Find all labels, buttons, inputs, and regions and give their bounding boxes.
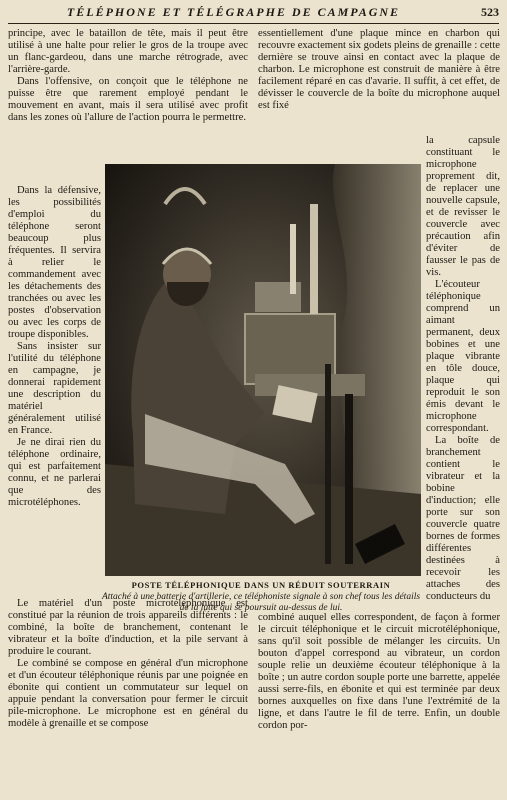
telephonist-photo [105, 164, 421, 576]
header-title: TÉLÉPHONE ET TÉLÉGRAPHE DE CAMPAGNE [66, 5, 401, 19]
right-narrow-column [426, 135, 500, 603]
paragraph: combiné auquel elles correspondent, de façon à former le circuit téléphonique et le circuit microtéléphonique, sans qu'il soit possible de mélanger les circuits. Un bouton d'appel correspond au vibrateur, un cordon souple relie un deuxième écouteur téléphonique à la boîte ; un autre cordon souple porte une barrette, appelée aussi serre-fils, en ébonite et qui est terminée par deux bornes auxquelles on fixe dans l'une l'extrémité de la ligne, et dans l'autre le fil de terre. Enfin, un double cordon por- [258, 612, 500, 731]
right-column-bottom [258, 612, 500, 732]
paragraph: la capsule constituant le microphone proprement dit, de replacer une nouvelle capsule, et de revisser le couvercle avec précaution afin d'éviter de fausser le pas de vis. [426, 135, 500, 278]
paragraph: La boîte de branchement contient le vibrateur et la bobine d'induction; elle porte sur son couvercle quatre bornes de formes différentes destinées à recevoir les attaches des conducteurs du [426, 435, 500, 602]
paragraph: L'écouteur téléphonique comprend un aimant permanent, deux bobines et une plaque vibrante en tôle douce, plaque qui reproduit le son émis devant le microphone correspondant. [426, 279, 500, 434]
paragraph: Le matériel d'un poste microtéléphonique est constitué par la réunion de trois appareils différents : le combiné, la boîte de branchement, contenant le vibrateur et la boîte d'induction, et la pile servant à produire le courant. [8, 598, 248, 657]
paragraph: Je ne dirai rien du téléphone ordinaire, qui est parfaitement connu, et ne parlerai que des microtéléphones. [8, 437, 101, 508]
page-number: 523 [481, 5, 499, 19]
left-column-top [8, 28, 248, 124]
paragraph: essentiellement d'une plaque mince en charbon qui recouvre exactement six godets pleins de grenaille : cette dernière se trouve ainsi en contact avec la plaque de charbon. Le microphone est construit de manière à être facilement réparé en cas d'avarie. Il suffit, à cet effet, de dévisser le couvercle de la boîte du microphone auquel est fixé [258, 28, 500, 111]
caption-title: POSTE TÉLÉPHONIQUE DANS UN RÉDUIT SOUTERRAIN [131, 580, 391, 590]
paragraph: principe, avec le bataillon de tête, mais il peut être utilisé à une halte pour relier le gros de la troupe avec un flanc-gardeou, dans une marche rétrograde, avec l'arrière-garde. [8, 28, 248, 75]
photograph [105, 164, 421, 576]
right-column-top [258, 28, 500, 112]
paragraph: Dans la défensive, les possibilités d'emploi du téléphone seront beaucoup plus fréquentes. Il servira à relier le commandement avec les détachements des tranchées ou avec les postes d'observation ou avec les corps de troupe disponibles. [8, 185, 101, 340]
caption-text: Attaché à une batterie d'artillerie, ce téléphoniste signale à son chef tous les détails de la lutte qui se poursuit au-dessus de lui. [101, 592, 421, 613]
paragraph: Le combiné se compose en général d'un microphone et d'un écouteur téléphonique réunis par une poignée en ébonite qui contient un commutateur sur lequel on appuie pendant la conversation pour fermer le circuit pile-microphone. Le microphone est en général du modèle à grenaille et se compose [8, 658, 248, 729]
left-narrow-column [8, 185, 101, 509]
running-header [8, 5, 499, 24]
paragraph: Sans insister sur l'utilité du téléphone en campagne, je donnerai rapidement une description du matériel généralement utilisé en France. [8, 341, 101, 436]
left-column-bottom [8, 598, 248, 730]
paragraph: Dans l'offensive, on conçoit que le téléphone ne puisse être que rarement employé pendant le mouvement en avant, mais il sera utilisé avec profit dans les zones où l'allure de l'action pourra le permettre. [8, 76, 248, 123]
